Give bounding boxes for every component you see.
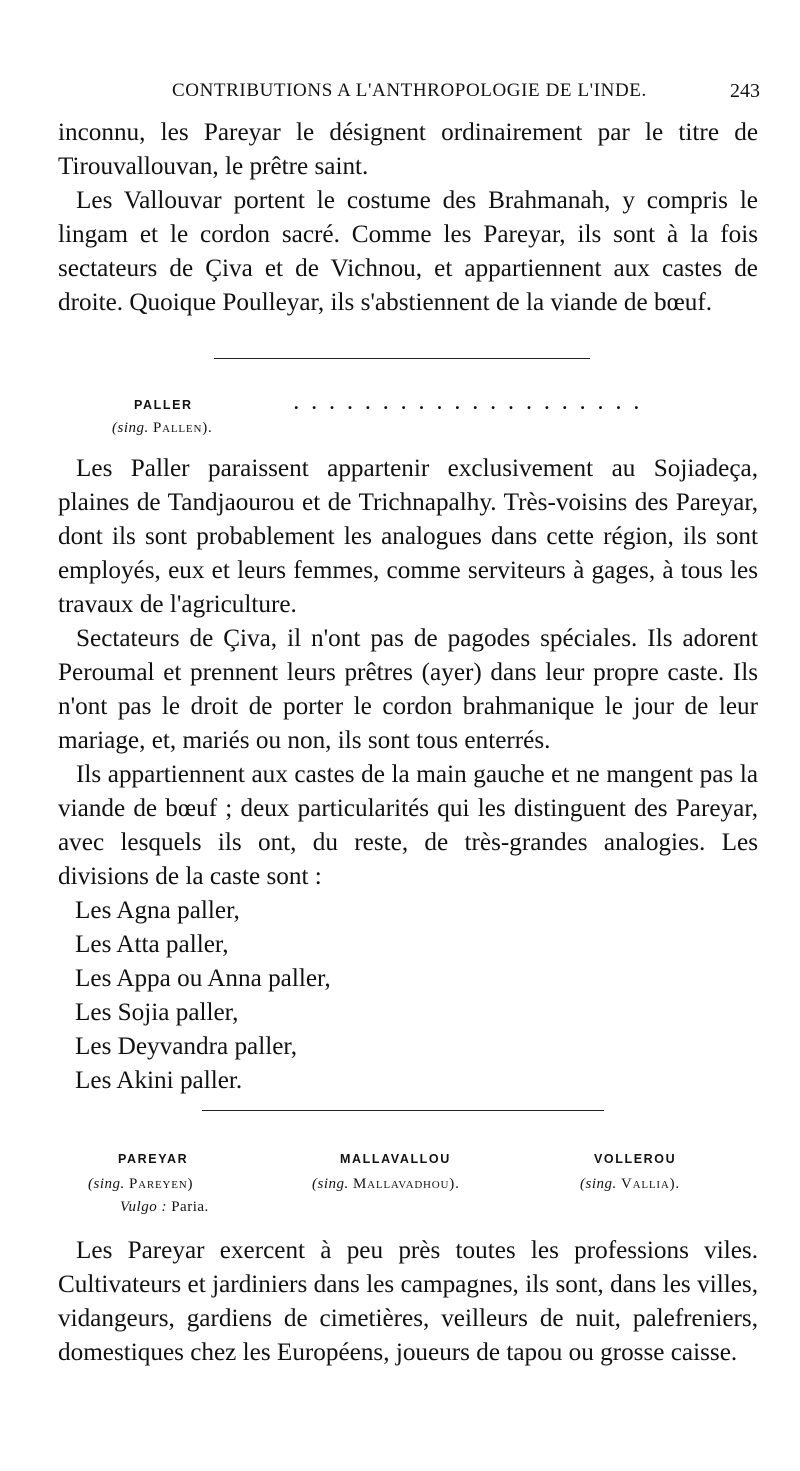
running-title: CONTRIBUTIONS A L'ANTHROPOLOGIE DE L'INDE. [172,80,647,101]
paragraph: Les Pareyar exercent à peu près toutes les professions viles. Cultivateurs et jardiniers dans les campagnes, ils sont, dans les villes, vidangeurs, gardiens de cimetières, veilleurs de nuit, palefreniers, domestiques chez les Européens, joueurs de tapou ou grosse caisse. [58,1237,758,1366]
section-paller [58,452,758,1098]
singular-form-pareyar [88,1176,193,1193]
section-pareyar [58,1234,758,1370]
sing-name: Pallen). [153,420,213,436]
sing-abbrev: (sing. [312,1176,349,1192]
sing-name: Pareyen) [129,1176,194,1192]
section-divider [214,358,590,359]
paragraph: Les Vallouvar portent le costume des Brahmanah, y compris le lingam et le cordon sacré. Comme les Pareyar, ils sont à la fois sectateurs de Çiva et de Vichnou, et appartiennent aux castes de droite. Quoique Poulleyar, ils s'abstiennent de la viande de bœuf. [58,187,758,316]
section-vallouvar [58,116,758,320]
entry-label-pareyar: PAREYAR [118,1152,189,1166]
sing-name: Mallavadhou). [353,1176,460,1192]
singular-form-vollerou [580,1176,680,1193]
entry-label-vollerou: VOLLEROU [594,1152,677,1166]
page-header [0,80,800,110]
entry-label-paller: PALLER [134,398,193,412]
paragraph: inconnu, les Pareyar le désignent ordinairement par le titre de [58,119,758,146]
sing-name: Vallia). [621,1176,680,1192]
paragraph: Ils appartiennent aux castes de la main gauche et ne mangent pas la viande de bœuf ; deux particularités qui les distinguent des Pareyar, avec lesquels ils ont, du reste, de très-grandes analogies. Les divisions de la caste sont : [58,761,758,890]
list-item: Les Sojia paller, [75,999,239,1026]
list-item: Les Atta paller, [75,931,229,958]
section-divider [202,1110,604,1111]
paragraph: Sectateurs de Çiva, il n'ont pas de pagodes spéciales. Ils adorent Peroumal et prennent leurs prêtres (ayer) dans leur propre caste. Ils n'ont pas le droit de porter le cordon brahmanique le jour de leur mariage, et, mariés ou non, ils sont tous enterrés. [58,625,758,754]
dot-leader: .................... [294,393,652,413]
caste-divisions-list [58,894,758,1098]
list-item: Les Akini paller. [75,1067,243,1094]
paragraph: Les Paller paraissent appartenir exclusivement au Sojiadeça, plaines de Tandjaourou et de Trichnapalhy. Très-voisins des Pareyar, dont ils sont probablement les analogues dans cette région, ils sont employés, eux et leurs femmes, comme serviteurs à gages, à tous les travaux de l'agriculture. [58,455,758,618]
sing-abbrev: (sing. [580,1176,617,1192]
list-item: Les Appa ou Anna paller, [75,965,331,992]
sing-abbrev: (sing. [88,1176,125,1192]
sing-abbrev: (sing. [112,420,149,436]
vulgo-name: Paria. [171,1199,209,1215]
entry-label-mallavallou: MALLAVALLOU [340,1152,451,1166]
page-number: 243 [730,80,760,102]
list-item: Les Agna paller, [75,897,240,924]
singular-form-mallavallou [312,1176,460,1193]
vulgo-abbrev: Vulgo : [120,1199,167,1215]
singular-form-paller [112,420,213,437]
paragraph: Tirouvallouvan, le prêtre saint. [58,153,369,180]
list-item: Les Deyvandra paller, [75,1033,298,1060]
vulgo-form-pareyar [120,1199,209,1216]
